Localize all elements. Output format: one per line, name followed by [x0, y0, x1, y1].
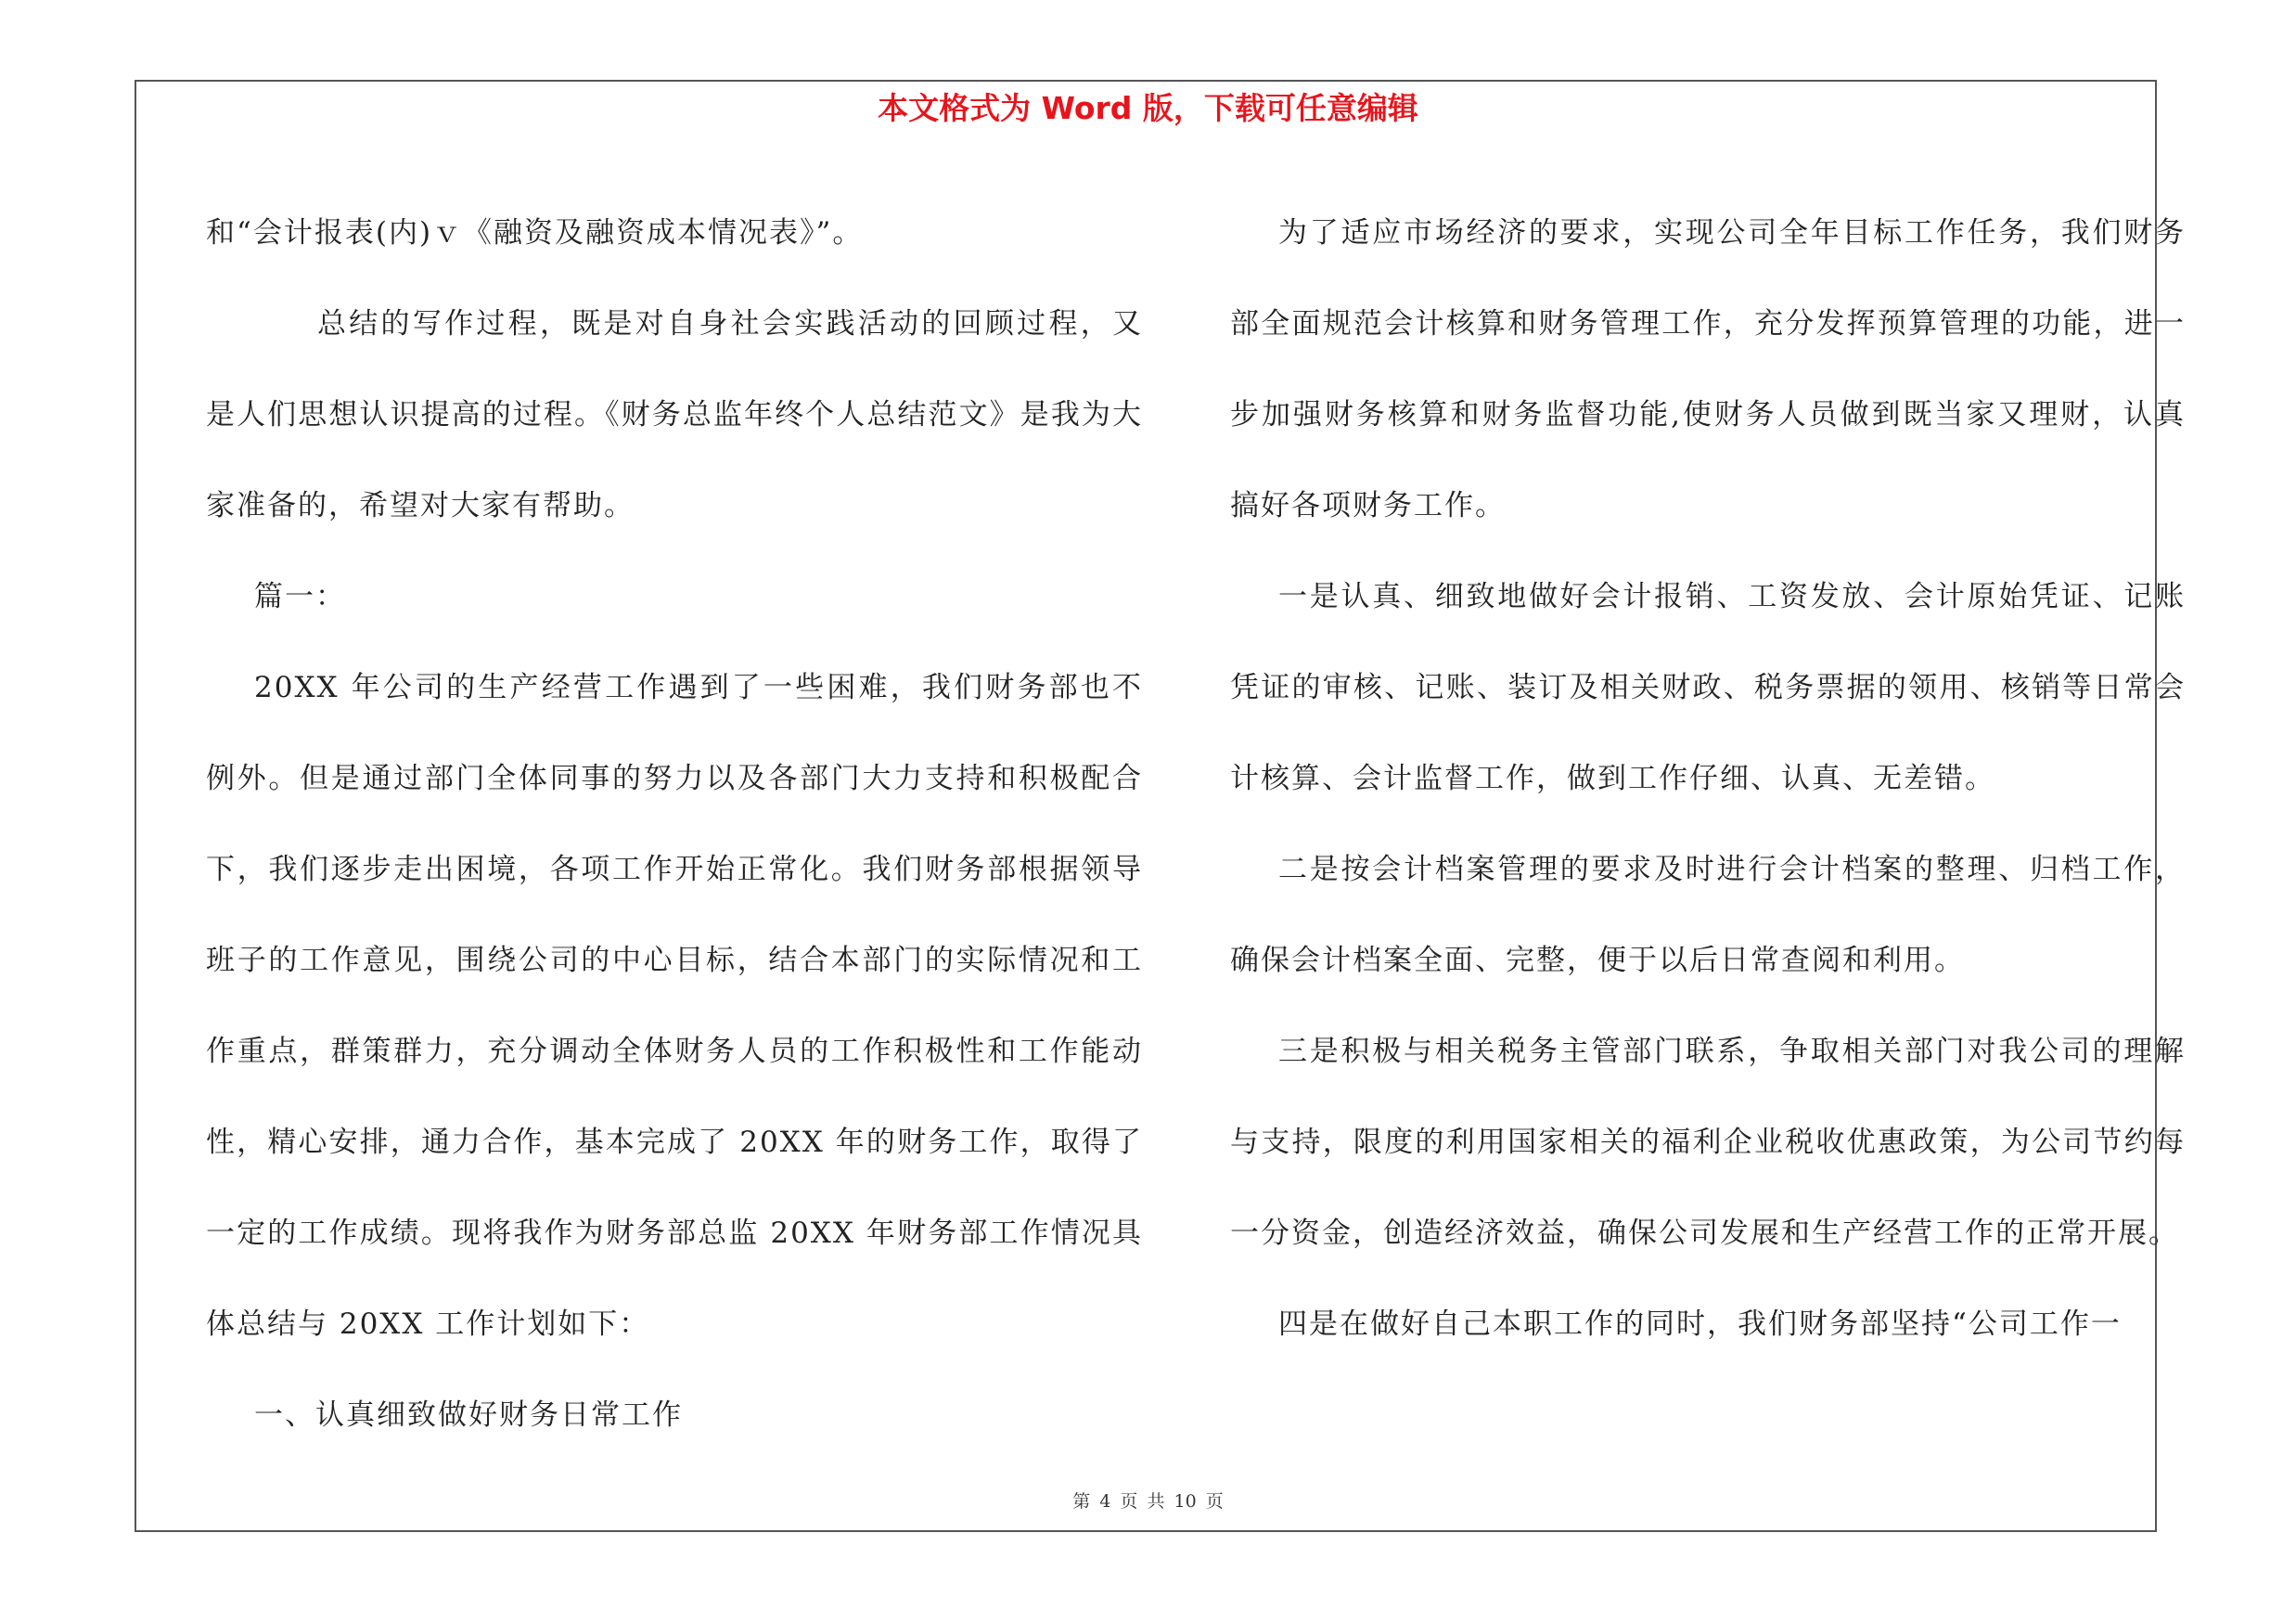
paragraph: 一是认真、细致地做好会计报销、工资发放、会计原始凭证、记账凭证的审核、记账、装订及相关财政、税务票据的领用、核销等日常会计核算、会计监督工作，做到工作仔细、认真、无差错。 [1230, 580, 2186, 795]
paragraph: 总结的写作过程，既是对自身社会实践活动的回顾过程，又是人们思想认识提高的过程。《财务总监年终个人总结范文》是我为大家准备的，希望对大家有帮助。 [206, 307, 1143, 522]
paragraph: 和“会计报表(内)ｖ《融资及融资成本情况表》”。 [206, 216, 864, 250]
paragraph: 四是在做好自己本职工作的同时，我们财务部坚持“公司工作一 [1278, 1307, 2122, 1341]
paragraph: 篇一： [254, 580, 346, 613]
format-banner: 本文格式为 Word 版，下载可任意编辑 [878, 90, 1418, 126]
section-heading: 一、认真细致做好财务日常工作 [254, 1398, 683, 1432]
left-column [206, 187, 1143, 1461]
paragraph: 三是积极与相关税务主管部门联系，争取相关部门对我公司的理解与支持，限度的利用国家相关的福利企业税收优惠政策，为公司节约每一分资金，创造经济效益，确保公司发展和生产经营工作的正常开展。 [1230, 1035, 2186, 1250]
paragraph: 二是按会计档案管理的要求及时进行会计档案的整理、归档工作，确保会计档案全面、完整，便于以后日常查阅和利用。 [1230, 853, 2186, 977]
right-column [1230, 187, 2186, 1370]
paragraph: 为了适应市场经济的要求，实现公司全年目标工作任务，我们财务部全面规范会计核算和财务管理工作，充分发挥预算管理的功能，进一步加强财务核算和财务监督功能,使财务人员做到既当家又理财，认真搞好各项财务工作。 [1230, 216, 2186, 522]
paragraph: 20XX 年公司的生产经营工作遇到了一些困难，我们财务部也不例外。但是通过部门全体同事的努力以及各部门大力支持和积极配合下，我们逐步走出困境，各项工作开始正常化。我们财务部根据领导班子的工作意见，围绕公司的中心目标，结合本部门的实际情况和工作重点，群策群力，充分调动全体财务人员的工作积极性和工作能动性，精心安排，通力合作，基本完成了 20XX 年的财务工作，取得了一定的工作成绩。现将我作为财务部总监 20XX 年财务部工作情况具体总结与 20XX 工作计划如下： [206, 671, 1143, 1341]
page-number: 第 4 页 共 10 页 [1072, 1491, 1224, 1512]
